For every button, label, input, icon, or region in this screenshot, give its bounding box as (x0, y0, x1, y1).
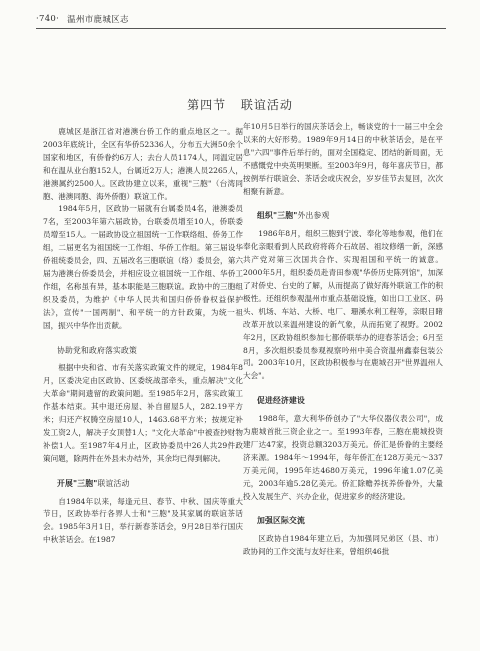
subheading (43, 345, 243, 358)
subheading (243, 210, 443, 223)
paragraph: 区政协自1984年建立后，为加强同兄弟区（县、市）政协间的工作交流与友好往来，曾组织46批 (243, 534, 443, 557)
subheading-text: 协助党和政府落实政策 (57, 345, 137, 355)
book-title: 温州市鹿城区志 (67, 15, 129, 25)
header-rule (36, 28, 446, 29)
subheading (243, 395, 443, 408)
section-title (0, 96, 480, 113)
paragraph: 自1984年以来，每逢元旦、春节、中秋、国庆等重大节日，区政协举行各界人士和"三胞"及其家属的联谊茶话会。1985年3月1日，举行新春茶话会，9月28日举行国庆中秋茶话会。在1987 (43, 496, 243, 545)
subheading-bold: 促进经济建设 (257, 396, 306, 406)
section-number: 第四节 (187, 98, 227, 112)
subheading-bold: 开展"三胞" (57, 478, 98, 488)
subheading-bold: 加强区际交流 (257, 516, 306, 526)
paragraph: 1986年8月，组织三胞到宁波、奉化等地参观，他们在奉化亲眼看到人民政府将蒋介石故居、祖坟修缮一新，深感共产党对第三次国共合作、实现祖国和平统一的诚意。2000年5月，组织委员赴青田参观"华侨历史陈列馆"，加深了对侨史、台史的了解，从而提高了做好海外联谊工作的积极性。还组织参观温州市重点基础设施，如出口工业区、码头、机场、车站、大桥、电厂、珊溪水利工程等，亲眼目睹改革开放以来温州建设的新气象，从而拓宽了视野。2002年2月，区政协组织参加七都侨联举办的迎春茶话会；6月至8月，多次组织委员参观视察吟州中美合资温州鑫泰包装公司。2003年10月，区政协积极参与在鹿城召开"世界温州人大会"。 (243, 229, 443, 381)
paragraph: 根据中央和省、市有关落实政策文件的规定，1984年8月，区委决定由区政协、区委统战部牵头，重点解决"文化大革命"期间遗留的政策问题。至1985年2月，落实政策工作基本结束。其中退还房屋、补自留屋5人，282.19平方米；归还产权腾空房屋10人，1463.68平方米；按规定补发工资2人，解决子女顶替1人；"文化大革命"中被查抄财物补偿1人。至1987年4月止，区政协委员中26人共29件政策问题，除两件在外县未办结外，其余均已得到解决。 (43, 363, 243, 463)
subheading-bold: 组织"三胞" (257, 211, 298, 221)
right-column (243, 121, 443, 559)
paragraph: 鹿城区是浙江省对港澳台侨工作的重点地区之一。据2003年底统计，全区有华侨52336人，分布五大洲50余个国家和地区，有侨眷约6万人；去台人员1174人，同温定居和在温从业台胞152人，台属近2万人；港澳人员2265人，港澳属约2500人。区政协建立以来，重视"三胞"（台湾同胞、港澳同胞、海外侨胞）联谊工作。 (43, 127, 243, 201)
running-header (36, 13, 446, 25)
paragraph: 1988年，意大利华侨创办了"大华仪器仪表公司"，成为鹿城首批三资企业之一。至1993年春，三胞在鹿城投资建厂达47家，投资总额3203万美元。侨汇是侨眷的主要经济来源。1984年～1994年，每年侨汇在128万美元～337万美元间，1995年达4680万美元，1996年逾1.07亿美元，2003年逾5.28亿美元。侨汇除赡养抚养侨眷外，大量投入发展生产、兴办企业，促进家乡的经济建设。 (243, 414, 443, 501)
paragraph: 年10月5日举行的国庆茶话会上，畅谈党的十一届三中全会以来的大好形势。1989年9月14日的中秋茶话会，是在平息"六四"事件后举行的，面对全国稳定、团结的新局面，无不感慨党中央英明果断。至2003年9月，每年喜庆节日，都按例举行联谊会、茶话会或庆祝会，岁岁佳节去复回，次次相聚有新意。 (243, 122, 443, 196)
left-column (43, 126, 243, 547)
subheading (243, 515, 443, 528)
page-number: ·740· (36, 14, 60, 24)
subheading (43, 478, 243, 491)
subheading-rest: 联谊活动 (97, 478, 130, 488)
subheading-rest: 外出参观 (297, 211, 330, 221)
section-name: 联谊活动 (240, 98, 293, 112)
paragraph: 1984年5月，区政协一届就有台属委员4名，港澳委员7名，至2003年第六届政协，台联委员增至10人，侨联委员增至15人。一届政协设立祖国统一工作联络组、侨务工作组，二届更名为祖国统一工作组、华侨工作组。第三届设华侨祖统委员会，四、五届改名三胞联谊（络）委员会，第六届为港澳台侨委员会，并相应设立祖国统一工作组、华侨工作组，名称虽有异，基本职能是三胞联谊。政协中的三胞组织及委员，为维护《中华人民共和国归侨侨眷权益保护法》，宣传"一国两制"、和平统一的方针政策，为统一祖国，振兴中华作出贡献。 (43, 204, 243, 330)
